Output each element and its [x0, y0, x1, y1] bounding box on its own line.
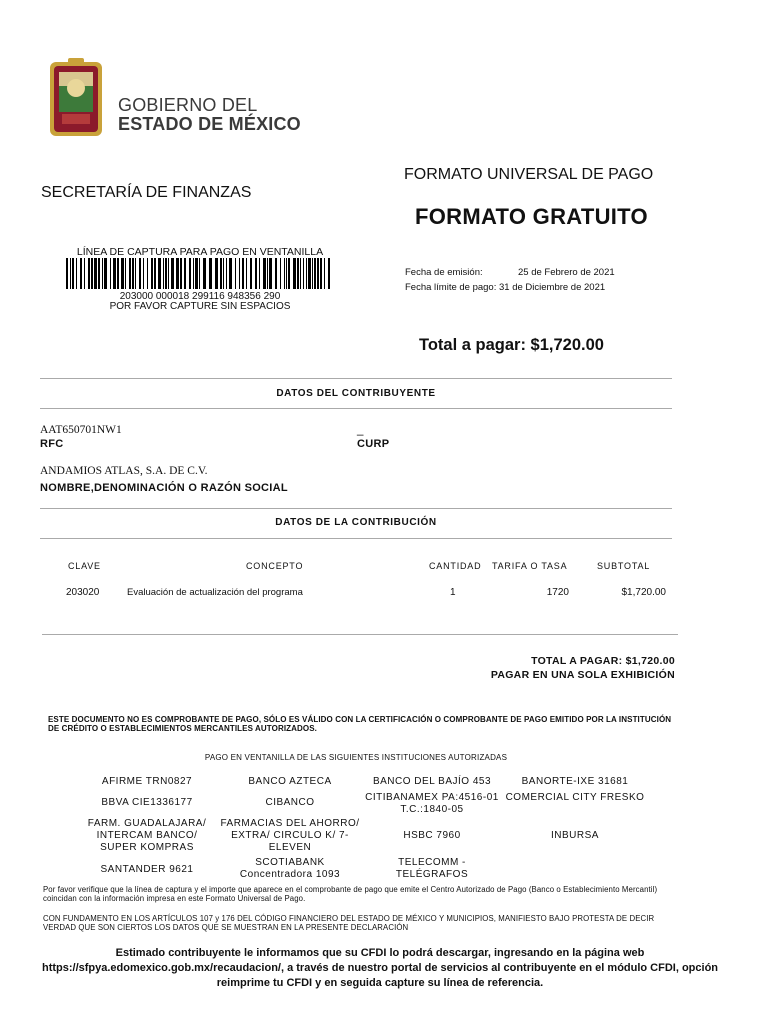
barcode-title: LÍNEA DE CAPTURA PARA PAGO EN VENTANILLA — [76, 246, 324, 258]
divider — [40, 538, 672, 539]
exhibicion-line: PAGAR EN UNA SOLA EXHIBICIÓN — [490, 669, 675, 681]
pago-ventanilla-title: PAGO EN VENTANILLA DE LAS SIGUIENTES INSTITUCIONES AUTORIZADAS — [204, 753, 508, 762]
curp-value: _ — [357, 424, 364, 436]
rfc-value: AAT650701NW1 — [40, 424, 122, 436]
state-crest-icon — [48, 58, 104, 138]
rfc-label: RFC — [40, 438, 64, 450]
verification-text: Por favor verifique que la línea de captura y el importe que aparece en el comprobante de pago que emite el Centro Autorizado de Pago (Banco o Establecimiento Mercantil) coincidan con la información impresa en este Formato Universal de Pago. — [43, 885, 658, 903]
secretaria-title: SECRETARÍA DE FINANZAS — [41, 184, 252, 201]
nombre-label: NOMBRE,DENOMINACIÓN O RAZÓN SOCIAL — [40, 482, 288, 494]
divider — [40, 408, 672, 409]
cell-tarifa: 1720 — [546, 587, 569, 598]
formato-gratuito-title: FORMATO GRATUITO — [415, 204, 648, 229]
barcode-icon — [66, 258, 332, 289]
section-title-contribucion: DATOS DE LA CONTRIBUCIÓN — [275, 517, 437, 528]
divider — [42, 634, 678, 635]
fundamento-text: CON FUNDAMENTO EN LOS ARTÍCULOS 107 y 176 DEL CÓDIGO FINANCIERO DEL ESTADO DE MÉXICO Y MUNICIPIOS, MANIFIESTO BAJO PROTESTA DE DECIR VERDAD QUE SON CIERTOS LOS DATOS QUE SE MUESTRAN EN LA PRESENTE DECLARACIÓN — [43, 914, 655, 932]
col-header-subtotal: SUBTOTAL — [597, 561, 651, 571]
bank-farm-guadalajara: FARM. GUADALAJARA/ INTERCAM BANCO/ SUPER KOMPRAS — [87, 818, 207, 853]
emision-label: Fecha de emisión: — [405, 267, 483, 278]
government-name-line1: GOBIERNO DEL — [118, 95, 258, 115]
col-header-clave: CLAVE — [68, 561, 101, 571]
government-name-line2: ESTADO DE MÉXICO — [118, 114, 301, 134]
cell-clave: 203020 — [66, 587, 100, 598]
divider — [40, 378, 672, 379]
bank-scotiabank: SCOTIABANK Concentradora 1093 — [239, 857, 341, 880]
cell-subtotal: $1,720.00 — [621, 587, 666, 598]
bank-cibanco: CIBANCO — [265, 797, 315, 808]
cell-cantidad: 1 — [450, 587, 456, 598]
col-header-cantidad: CANTIDAD — [429, 561, 482, 571]
barcode-number: 203000 000018 299116 948356 290 — [119, 291, 281, 302]
bank-banorte: BANORTE-IXE 31681 — [521, 776, 629, 787]
bank-azteca: BANCO AZTECA — [248, 776, 332, 787]
formato-universal-title: FORMATO UNIVERSAL DE PAGO — [404, 166, 654, 183]
cfdi-notice: Estimado contribuyente le informamos que su CFDI lo podrá descargar, ingresando en la página web https://sfpya.edomexico.gob.mx/recaudacion/, a través de nuestro portal de servicios al contribuyente en el módulo CFDI, opción reimprime tu CFDI y en seguida capture su línea de referencia. — [41, 947, 719, 989]
curp-label: CURP — [357, 438, 390, 450]
bank-city-fresko: COMERCIAL CITY FRESKO — [505, 792, 645, 803]
bank-hsbc: HSBC 7960 — [403, 830, 461, 841]
bank-inbursa: INBURSA — [551, 830, 599, 841]
bank-farmacias-ahorro: FARMACIAS DEL AHORRO/ EXTRA/ CIRCULO K/ 7-ELEVEN — [220, 818, 360, 853]
col-header-concepto: CONCEPTO — [246, 561, 304, 571]
limite-label: Fecha límite de pago: — [405, 282, 497, 293]
bank-bajio: BANCO DEL BAJÍO 453 — [372, 776, 492, 787]
bank-telecomm: TELECOMM - TELÉGRAFOS — [395, 857, 469, 880]
disclaimer-text: ESTE DOCUMENTO NO ES COMPROBANTE DE PAGO, SÓLO ES VÁLIDO CON LA CERTIFICACIÓN O COMPROBANTE DE PAGO EMITIDO POR LA INSTITUCIÓN DE CRÉDITO O ESTABLECIMIENTOS MERCANTILES AUTORIZADOS. — [48, 715, 672, 733]
divider — [40, 508, 672, 509]
bank-afirme: AFIRME TRN0827 — [101, 776, 193, 787]
barcode-note: POR FAVOR CAPTURE SIN ESPACIOS — [109, 301, 291, 312]
dates-block — [405, 265, 615, 295]
bank-bbva: BBVA CIE1336177 — [101, 797, 193, 808]
total-a-pagar: Total a pagar: $1,720.00 — [419, 336, 604, 354]
cell-concepto: Evaluación de actualización del programa — [127, 587, 303, 598]
limite-value: 31 de Diciembre de 2021 — [499, 282, 606, 293]
bank-citibanamex: CITIBANAMEX PA:4516-01 T.C.:1840-05 — [365, 792, 499, 815]
totals-block — [491, 654, 675, 682]
total-line: TOTAL A PAGAR: $1,720.00 — [531, 655, 675, 667]
section-title-contribuyente: DATOS DEL CONTRIBUYENTE — [276, 388, 436, 399]
nombre-value: ANDAMIOS ATLAS, S.A. DE C.V. — [40, 465, 208, 477]
col-header-tarifa: TARIFA O TASA — [492, 561, 568, 571]
emision-value: 25 de Febrero de 2021 — [518, 267, 615, 278]
bank-santander: SANTANDER 9621 — [100, 864, 194, 875]
